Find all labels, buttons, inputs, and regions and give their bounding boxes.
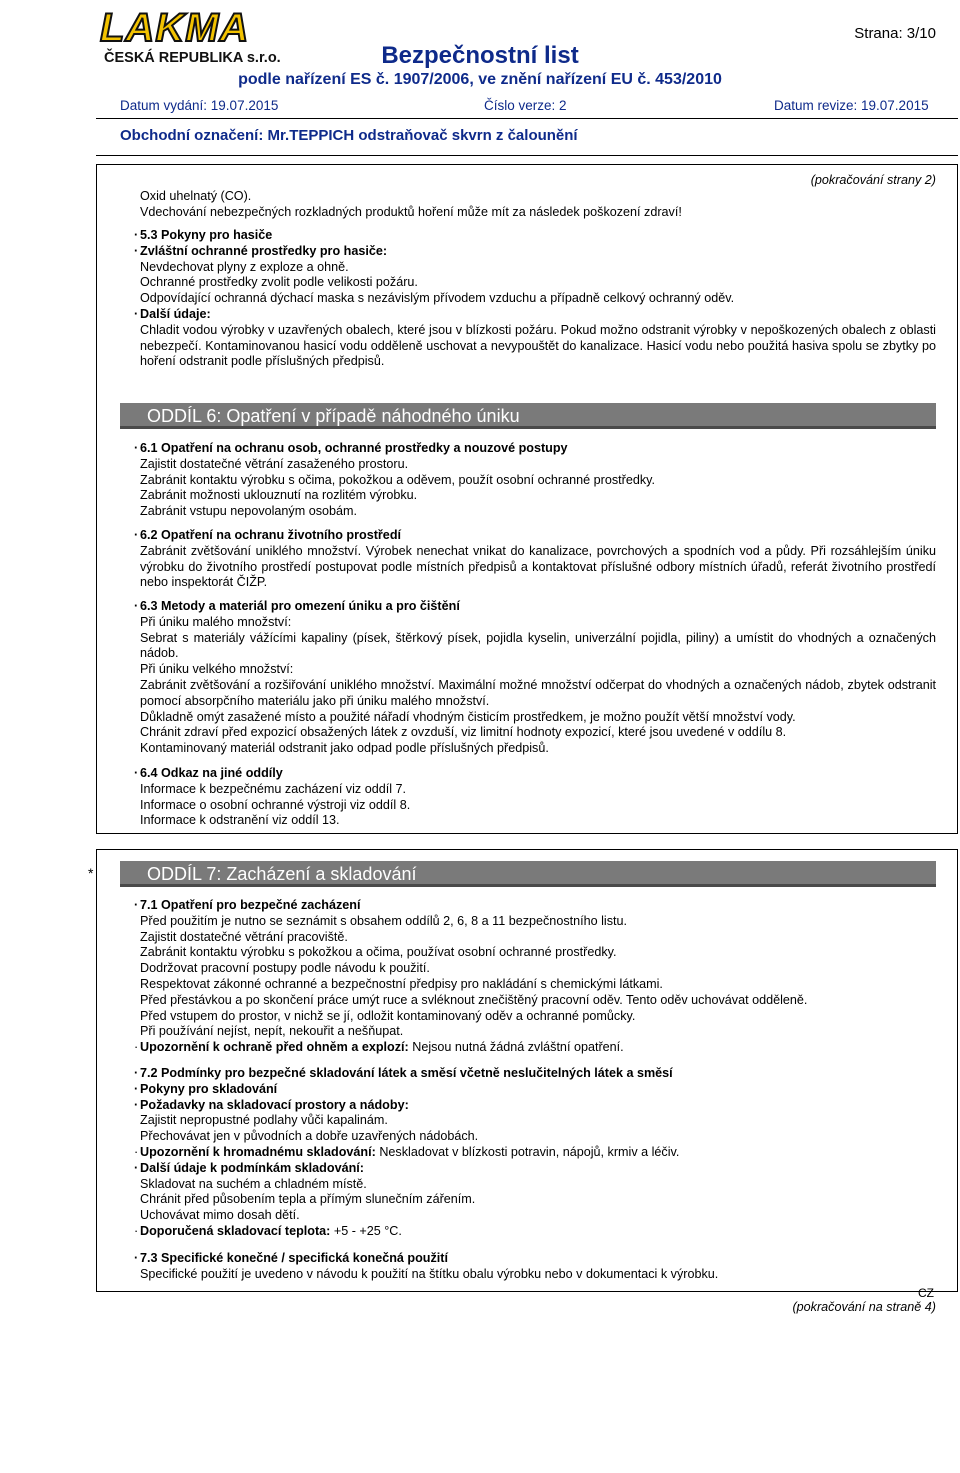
subsection-heading-7-2: · 7.2 Podmínky pro bezpečné skladování látek a směsí včetně neslučitelných látek a směsí xyxy=(134,1066,673,1080)
text-line: Chránit zdraví před expozicí obsažených látek z ovzduší, viz limitní hodnoty expozicí, které jsou uvedené v oddílu 8. xyxy=(140,725,787,740)
small-spill-text: Sebrat s materiály vážícími kapaliny (písek, štěrkový písek, pojidla kyselin, univerzální pojidla, piliny) a umístit do vhodných a označených nádob. xyxy=(140,630,936,661)
text-line: Kontaminovaný materiál odstranit jako odpad podle příslušných předpisů. xyxy=(140,741,549,756)
text-line: Při používání nejíst, nepít, nekouřit a nešňupat. xyxy=(140,1024,404,1039)
text-line: Zajistit nepropustné podlahy vůči kapalinám. xyxy=(140,1113,388,1128)
text-line: Respektovat zákonné ochranné a bezpečnostní předpisy pro nakládání s chemickými látkami. xyxy=(140,976,663,991)
text-line: Před vstupem do prostor, v nichž se jí, odložit kontaminovaný oděv a ochranné pomůcky. xyxy=(140,1008,636,1023)
text-line: Oxid uhelnatý (CO). xyxy=(140,189,252,203)
header-divider-bottom xyxy=(96,155,958,156)
text-line: Přechovávat jen v původních a dobře uzavřených nádobách. xyxy=(140,1129,479,1144)
small-spill-label: Při úniku malého množství: xyxy=(140,614,292,629)
text-line: Nevdechovat plyny z exploze a ohně. xyxy=(140,259,349,274)
further-info-text: Chladit vodou výrobky v uzavřených obalech, které jsou v blízkosti požáru. Pokud možno odstranit výrobky v nepoškozených obalech z oblasti nebezpečí. Kontaminovanou hasicí vodu odděleně uschovat a nevypouštět do kanalizace. Hasicí vodu nebo použitá hasiva spolu se zbytky po hoření odstranit podle příslušných předpisů. xyxy=(140,322,936,369)
environment-text: Zabránit zvětšování uniklého množství. Výrobek nenechat vnikat do kanalizace, povrchových a spodních vod a půdy. Při rozsáhlejším úniku výrobku do životního prostředí postupovat podle místních předpisů a kontaktovat příslušné odbory místních úřadů, referát životního prostředí nebo inspektorát ČIŽP. xyxy=(140,543,936,590)
large-spill-text: Zabránit zvětšování a rozšiřování uniklého množství. Maximální možné množství odčerpat do vhodných a označených nádob, zbytek odstranit pomocí absorpčního materiálu jako při úniku malého množství. xyxy=(140,677,936,708)
text-line: Před přestávkou a po skončení práce umýt ruce a svléknout znečištěný pracovní oděv. Tento oděv uchovávat odděleně. xyxy=(140,992,808,1007)
trade-name-label: Obchodní označení: xyxy=(120,127,264,144)
text-line: Zabránit kontaktu výrobku s pokožkou a očima, používat osobní ochranné prostředky. xyxy=(140,945,617,960)
document-title: Bezpečnostní list xyxy=(381,42,579,69)
issue-date: Datum vydání: 19.07.2015 xyxy=(120,98,279,113)
large-spill-label: Při úniku velkého množství: xyxy=(140,662,294,677)
section-6-heading: ODDÍL 6: Opatření v případě náhodného úniku xyxy=(120,403,936,429)
continuation-next-page: (pokračování na straně 4) xyxy=(792,1300,936,1314)
fire-protection-text: Nejsou nutná žádná zvláštní opatření. xyxy=(412,1040,624,1055)
header-divider xyxy=(96,118,958,119)
subsection-heading-7-1: · 7.1 Opatření pro bezpečné zacházení xyxy=(134,898,361,912)
trade-name xyxy=(120,127,578,145)
text-line: Zabránit vstupu nepovolaným osobám. xyxy=(140,504,358,519)
text-line: Zajistit dostatečné větrání pracoviště. xyxy=(140,929,348,944)
subsection-heading-6-2: · 6.2 Opatření na ochranu životního prostředí xyxy=(134,528,402,542)
section-7-heading: ODDÍL 7: Zacházení a skladování xyxy=(120,861,936,887)
storage-requirements-label: · Požadavky na skladovací prostory a nádoby: xyxy=(134,1097,409,1112)
subsection-heading-6-3: · 6.3 Metody a materiál pro omezení úniku a pro čištění xyxy=(134,599,460,613)
section-6-3 xyxy=(134,599,936,757)
section-5-3 xyxy=(134,228,936,370)
section-7-3 xyxy=(134,1251,936,1283)
section-7-2 xyxy=(134,1066,936,1240)
version-number: Číslo verze: 2 xyxy=(484,98,567,113)
subsection-heading-7-3: · 7.3 Specifické konečné / specifická konečná použití xyxy=(134,1251,448,1265)
text-line: Důkladně omýt zasažené místo a použité nářadí vhodným čisticím prostředkem, je možno použít větší množství vody. xyxy=(140,709,796,724)
text-line: Informace k bezpečnému zacházení viz oddíl 7. xyxy=(140,781,407,796)
page-number: Strana: 3/10 xyxy=(854,25,936,42)
storage-instructions-label: · Pokyny pro skladování xyxy=(134,1081,278,1096)
storage-temperature-label: Doporučená skladovací teplota: xyxy=(140,1223,331,1238)
logo-subtitle: ČESKÁ REPUBLIKA s.r.o. xyxy=(104,50,281,66)
joint-storage-label: Upozornění k hromadnému skladování: xyxy=(140,1144,376,1159)
language-code: CZ xyxy=(918,1286,934,1300)
storage-temperature-value: +5 - +25 °C. xyxy=(333,1223,402,1238)
text-line: Před použitím je nutno se seznámit s obsahem oddílů 2, 6, 8 a 11 bezpečnostního listu. xyxy=(140,913,628,928)
text-line: Dodržovat pracovní postupy podle návodu k použití. xyxy=(140,961,430,976)
section-7-1 xyxy=(134,898,936,1056)
text-line: Informace k odstranění viz oddíl 13. xyxy=(140,813,340,828)
revision-marker: * xyxy=(88,865,94,881)
text-line: Odpovídající ochranná dýchací maska s nezávislým přívodem vzduchu a případně celkový ochranný oděv. xyxy=(140,291,735,306)
further-info-label: · Další údaje: xyxy=(134,306,211,321)
fire-protection-line: · Upozornění k ochraně před ohněm a explozí: Nejsou nutná žádná zvláštní opatření. xyxy=(134,1040,624,1055)
text-line: Zabránit kontaktu výrobku s očima, pokožkou a oděvem, použít osobní ochranné prostředky. xyxy=(140,472,655,487)
joint-storage-text: Neskladovat v blízkosti potravin, nápojů, krmiv a léčiv. xyxy=(379,1144,680,1159)
trade-name-value: Mr.TEPPICH odstraňovač skvrn z čalounění xyxy=(267,127,578,144)
document-regulation: podle nařízení ES č. 1907/2006, ve znění nařízení EU č. 453/2010 xyxy=(238,71,722,88)
text-line: Chránit před působením tepla a přímým slunečním zářením. xyxy=(140,1192,476,1207)
section-5-continuation xyxy=(140,189,936,221)
text-line: Informace o osobní ochranné výstroji viz oddíl 8. xyxy=(140,797,411,812)
fire-protection-label: Upozornění k ochraně před ohněm a explozí: xyxy=(140,1040,409,1055)
logo-wordmark: LAKMA xyxy=(100,6,250,50)
special-equipment-label: · Zvláštní ochranné prostředky pro hasiče: xyxy=(134,243,388,258)
revision-date: Datum revize: 19.07.2015 xyxy=(774,98,929,113)
section-6-1 xyxy=(134,441,936,520)
text-line: Uchovávat mimo dosah dětí. xyxy=(140,1208,300,1223)
text-line: Ochranné prostředky zvolit podle velikosti požáru. xyxy=(140,275,418,290)
storage-temperature-line: · Doporučená skladovací teplota: +5 - +25 °C. xyxy=(134,1223,402,1238)
subsection-heading-6-1: · 6.1 Opatření na ochranu osob, ochranné prostředky a nouzové postupy xyxy=(134,441,568,455)
section-6-4 xyxy=(134,766,936,829)
joint-storage-line: · Upozornění k hromadnému skladování: Neskladovat v blízkosti potravin, nápojů, krmiv a léčiv. xyxy=(134,1144,680,1159)
text-line: Skladovat na suchém a chladném místě. xyxy=(140,1176,367,1191)
section-6-2 xyxy=(134,528,936,591)
text-line: Vdechování nebezpečných rozkladných produktů hoření může mít za následek poškození zdraví! xyxy=(140,204,682,219)
subsection-heading-6-4: · 6.4 Odkaz na jiné oddíly xyxy=(134,766,283,780)
continuation-from-previous: (pokračování strany 2) xyxy=(810,173,936,187)
text-line: Zabránit možnosti uklouznutí na rozlitém výrobku. xyxy=(140,488,418,503)
subsection-heading-5-3: · 5.3 Pokyny pro hasiče xyxy=(134,228,273,242)
text-line: Zajistit dostatečné větrání zasaženého prostoru. xyxy=(140,456,409,471)
storage-conditions-label: · Další údaje k podmínkám skladování: xyxy=(134,1160,364,1175)
text-line: Specifické použití je uvedeno v návodu k použití na štítku obalu výrobku nebo v dokumentaci k výrobku. xyxy=(140,1266,719,1281)
